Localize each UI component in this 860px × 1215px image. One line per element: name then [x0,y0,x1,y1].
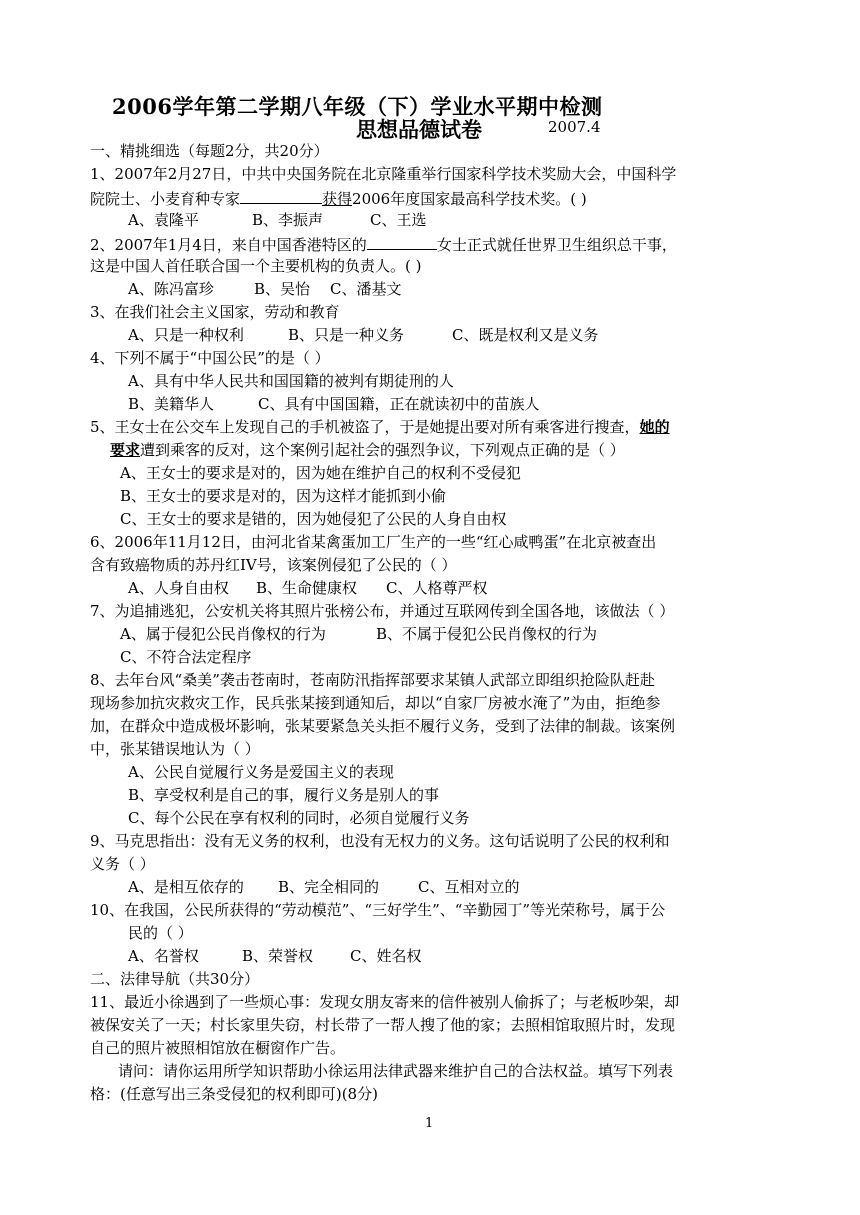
q2-answer-blank [367,232,437,250]
q3-options [90,324,770,347]
q7-option-c: C、不符合法定程序 [120,648,252,666]
q11-line1: 11、最近小徐遇到了一些烦心事：发现女朋友寄来的信件被别人偷拆了；与老板吵架，却 [90,993,680,1011]
q10-option-a: A、名誉权 [128,947,199,965]
q3-option-a: A、只是一种权利 [128,326,244,344]
q1-option-b: B、李振声 [252,211,324,229]
q7-line1: 7、为追捕逃犯，公安机关将其照片张榜公布，并通过互联网传到全国各地，该做法（ ） [90,602,675,620]
q5-option-a: A、王女士的要求是对的，因为她在维护自己的权利不受侵犯 [120,464,521,482]
q9-option-b: B、完全相同的 [278,878,380,896]
q10-line1: 10、在我国，公民所获得的“劳动模范”、“三好学生”、“辛勤园丁”等光荣称号，属于公 [90,901,666,919]
q6-option-c: C、人格尊严权 [386,579,488,597]
q8-line4: 中，张某错误地认为（ ） [90,740,260,758]
q7-option-b: B、不属于侵犯公民肖像权的行为 [376,625,598,643]
q5-option-c: C、王女士的要求是错的，因为她侵犯了公民的人身自由权 [120,510,507,528]
q6-option-a: A、人身自由权 [128,579,229,597]
q4-option-c: C、具有中国国籍，正在就读初中的苗族人 [258,395,540,413]
q8-option-a: A、公民自觉履行义务是爱国主义的表现 [128,763,394,781]
q1-text-b: 获得 [322,190,353,208]
q3-option-c: C、既是权利又是义务 [452,326,599,344]
q8-line3: 加，在群众中造成极坏影响，张某要紧急关头拒不履行义务，受到了法律的制裁。该案例 [90,717,676,735]
q11-line4: 请问：请你运用所学知识帮助小徐运用法律武器来维护自己的合法权益。填写下列表 [118,1062,674,1080]
q7-option-a: A、属于侵犯公民肖像权的行为 [120,625,326,643]
q6-options [90,577,770,600]
q9-line2: 义务（ ） [90,855,155,873]
q2-text-a: 2、2007年1月4日，来自中国香港特区的 [90,236,367,254]
exam-date: 2007.4 [548,118,601,136]
q11-line5: 格：(任意写出三条受侵犯的权利即可)(8分) [90,1085,378,1103]
q2-option-b: B、吴怡 [254,280,311,298]
q10-option-b: B、荣誉权 [242,947,314,965]
q4-option-a: A、具有中华人民共和国国籍的被判有期徒刑的人 [128,372,454,390]
q4-line1: 4、下列不属于“中国公民”的是（ ） [90,349,330,367]
q6-line1: 6、2006年11月12日，由河北省某禽蛋加工厂生产的一些“红心咸鸭蛋”在北京被查出 [90,533,657,551]
page-number: 1 [425,1116,434,1131]
q9-options [90,876,770,899]
q2-options [90,278,770,301]
q6-option-b: B、生命健康权 [256,579,358,597]
q2-option-c: C、潘基文 [330,280,402,298]
q5-underlined-b: 要求 [110,441,141,459]
q1-text-a: 院院士、小麦育种专家 [90,190,241,208]
q5-option-b: B、王女士的要求是对的，因为这样才能抓到小偷 [120,487,447,505]
q9-line1: 9、马克思指出：没有无义务的权利，也没有无权力的义务。这句话说明了公民的权利和 [90,832,670,850]
q5-text-b: 遭到乘客的反对，这个案例引起社会的强烈争议，下列观点正确的是（ ） [140,441,625,459]
q2-text-b: 女士正式就任世界卫生组织总干事， [436,236,677,254]
q1-line2 [90,186,770,209]
section2-heading: 二、法律导航（共30分） [90,970,260,988]
q1-option-c: C、王选 [370,211,427,229]
q5-line2 [90,439,770,462]
section1-heading: 一、精挑细选（每题2分，共20分） [90,142,329,160]
q3-option-b: B、只是一种义务 [288,326,405,344]
q5-text-a: 5、王女士在公交车上发现自己的手机被盗了，于是她提出要对所有乘客进行搜查， [90,418,640,436]
q2-line1 [90,232,770,255]
q1-option-a: A、袁隆平 [128,211,199,229]
q5-underlined-a: 她的 [639,418,670,436]
exam-title: 2006学年第二学期八年级（下）学业水平期中检测 [112,94,603,119]
q3-line1: 3、在我们社会主义国家，劳动和教育 [90,303,340,321]
q9-option-c: C、互相对立的 [418,878,520,896]
exam-content [90,140,770,1106]
q4-options-bc [90,393,770,416]
q1-text-c: 2006年度国家最高科学技术奖。( ) [352,190,587,208]
q10-options [90,945,770,968]
q8-option-c: C、每个公民在享有权利的同时，必须自觉履行义务 [128,809,470,827]
q6-line2: 含有致癌物质的苏丹红IV号，该案例侵犯了公民的（ ） [90,556,457,574]
q8-line1: 8、去年台风“桑美”袭击苍南时，苍南防汛指挥部要求某镇人武部立即组织抢险队赶赴 [90,671,655,689]
q5-line1 [90,416,770,439]
q9-option-a: A、是相互依存的 [128,878,244,896]
q2-option-a: A、陈冯富珍 [128,280,214,298]
q4-option-b: B、美籍华人 [128,395,215,413]
q1-answer-blank [240,186,322,204]
q11-line3: 自己的照片被照相馆放在橱窗作广告。 [90,1039,346,1057]
q10-line2: 民的（ ） [128,924,193,942]
q1-line1: 1、2007年2月27日，中共中央国务院在北京隆重举行国家科学技术奖励大会，中国科学 [90,165,677,183]
q11-line2: 被保安关了一天；村长家里失窃，村长带了一帮人搜了他的家；去照相馆取照片时，发现 [90,1016,676,1034]
q2-line2: 这是中国人首任联合国一个主要机构的负责人。( ) [90,257,422,275]
q10-option-c: C、姓名权 [350,947,422,965]
q8-line2: 现场参加抗灾救灾工作，民兵张某接到通知后，却以“自家厂房被水淹了”为由，拒绝参 [90,694,661,712]
q8-option-b: B、享受权利是自己的事，履行义务是别人的事 [128,786,440,804]
exam-subtitle: 思想品德试卷 [356,117,482,142]
q1-options [90,209,770,232]
q7-options-ab [90,623,770,646]
